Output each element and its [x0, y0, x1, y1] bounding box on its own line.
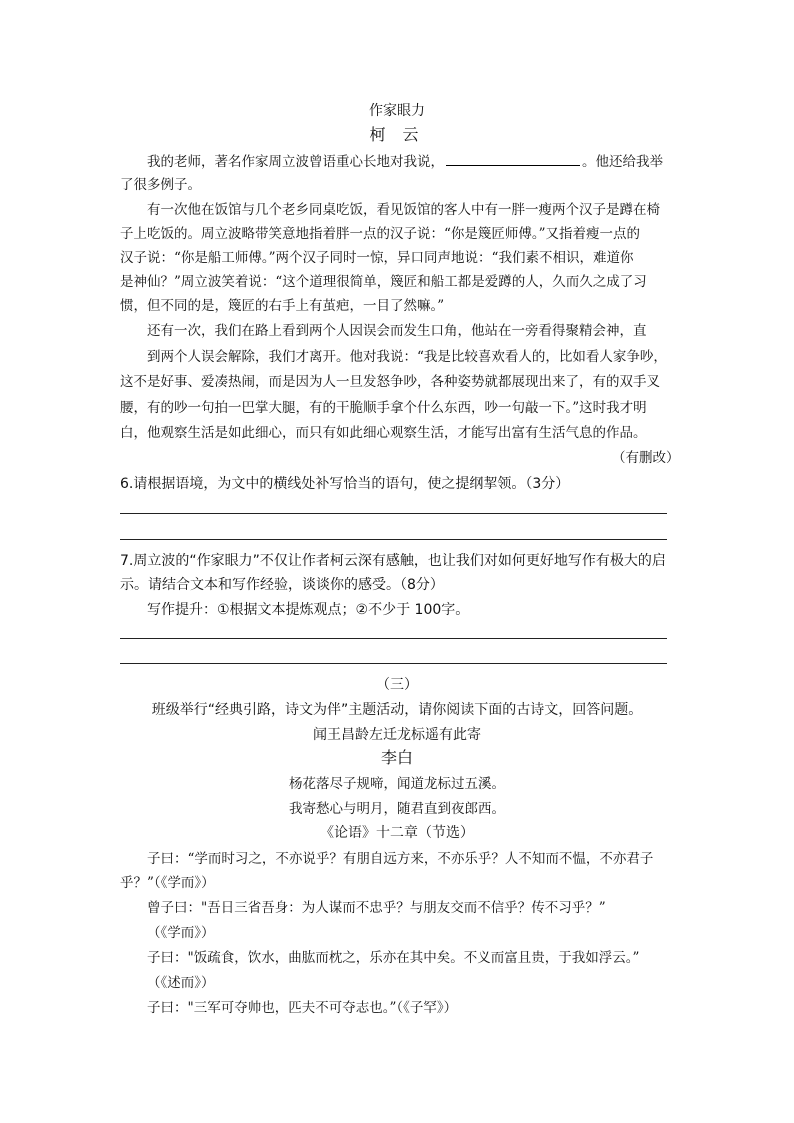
poem-author: 李白: [380, 748, 413, 767]
paragraph-2-line-2: 子上吃饭的。周立波略带笑意地指着胖一点的汉子说：“你是篾匠师傅。”又指着瘦一点的: [120, 226, 641, 242]
lunyu-title: 《论语》十二章（节选）: [320, 825, 474, 841]
lunyu-1-line-2: 乎？”（《学而》）: [120, 875, 215, 891]
paragraph-2-line-3: 汉子说：“你是船工师傅。”两个汉子同时一惊，异口同声地说：“我们素不相识，难道你: [120, 250, 634, 266]
lunyu-3-line-1: 子曰："饭疏食，饮水，曲肱而枕之，乐亦在其中矣。不义而富且贵，于我如浮云。”: [147, 950, 640, 966]
lunyu-2-line-2: （《学而》）: [147, 925, 215, 941]
question-7-tip: 写作提升：①根据文本提炼观点；②不少于 100字。: [147, 602, 470, 618]
lunyu-4-line-1: 子曰："三军可夺帅也，匹夫不可夺志也。”（《子罕》）: [147, 1000, 458, 1016]
paragraph-3-line-2: 到两个人误会解除，我们才离开。他对我说：“我是比较喜欢看人的，比如看人家争吵，: [147, 349, 667, 365]
paragraph-2-line-4: 是神仙？”周立波笑着说：“这个道理很简单，篾匠和船工都是爱蹲的人，久而久之成了习: [120, 274, 647, 290]
paragraph-2-line-1: 有一次他在饭馆与几个老乡同桌吃饭，看见饭馆的客人中有一胖一瘦两个汉子是蹲在椅: [147, 202, 660, 218]
lunyu-3-line-2: （《述而》）: [147, 975, 215, 991]
section-3-intro: 班级举行“经典引路，诗文为伴”主题活动，请你阅读下面的古诗文，回答问题。: [151, 702, 643, 718]
answer-line-q6-1[interactable]: [120, 513, 667, 514]
paragraph-3-line-3: 这不是好事、爱凑热闹，而是因为人一旦发怒争吵，各种姿势就都展现出来了，有的双手叉: [120, 374, 660, 390]
paragraph-3-line-4: 腰，有的吵一句拍一巴掌大腿，有的干脆顺手拿个什么东西，吵一句敲一下。”这时我才明: [120, 400, 647, 416]
answer-line-q7-2[interactable]: [120, 663, 667, 664]
lunyu-2-line-1: 曾子曰："吾日三省吾身：为人谋而不忠乎？与朋友交而不信乎？传不习乎？”: [147, 900, 606, 916]
answer-line-q6-2[interactable]: [120, 539, 667, 540]
paragraph-1-text-a: 我的老师，著名作家周立波曾语重心长地对我说，: [147, 154, 444, 170]
paragraph-2-line-5: 惯，但不同的是，篾匠的右手上有茧疤，一目了然嘛。”: [120, 298, 445, 314]
poem-line-2: 我寄愁心与明月，随君直到夜郎西。: [289, 801, 505, 817]
question-6: 6.请根据语境，为文中的横线处补写恰当的语句，使之提纲挈领。（3分）: [120, 476, 570, 492]
answer-line-q7-1[interactable]: [120, 638, 667, 639]
edit-note: （有删改）: [612, 450, 680, 466]
essay-title: 作家眼力: [369, 103, 425, 119]
paragraph-1-line-1: [147, 152, 663, 171]
paragraph-3-line-1: 还有一次，我们在路上看到两个人因误会而发生口角，他站在一旁看得聚精会神，直: [147, 323, 647, 339]
question-7-line-2: 示。请结合文本和写作经验，谈谈你的感受。（8分）: [120, 577, 444, 593]
paragraph-1-text-b: 。他还给我举: [582, 154, 663, 170]
paragraph-1-line-2: 了很多例子。: [120, 177, 201, 193]
lunyu-1-line-1: 子曰：“学而时习之，不亦说乎？有朋自远方来，不亦乐乎？人不知而不愠，不亦君子: [147, 851, 654, 867]
paragraph-3-line-5: 白，他观察生活是如此细心，而只有如此细心观察生活，才能写出富有生活气息的作品。: [120, 425, 647, 441]
question-7-line-1: 7.周立波的“作家眼力”不仅让作者柯云深有感触，也让我们对如何更好地写作有极大的启: [120, 553, 666, 569]
poem-title: 闻王昌龄左迁龙标遥有此寄: [313, 727, 481, 743]
section-3-heading: （三）: [376, 677, 418, 693]
essay-author: 柯 云: [369, 125, 425, 144]
poem-line-1: 杨花落尽子规啼，闻道龙标过五溪。: [289, 776, 505, 792]
answer-blank[interactable]: [446, 152, 580, 166]
